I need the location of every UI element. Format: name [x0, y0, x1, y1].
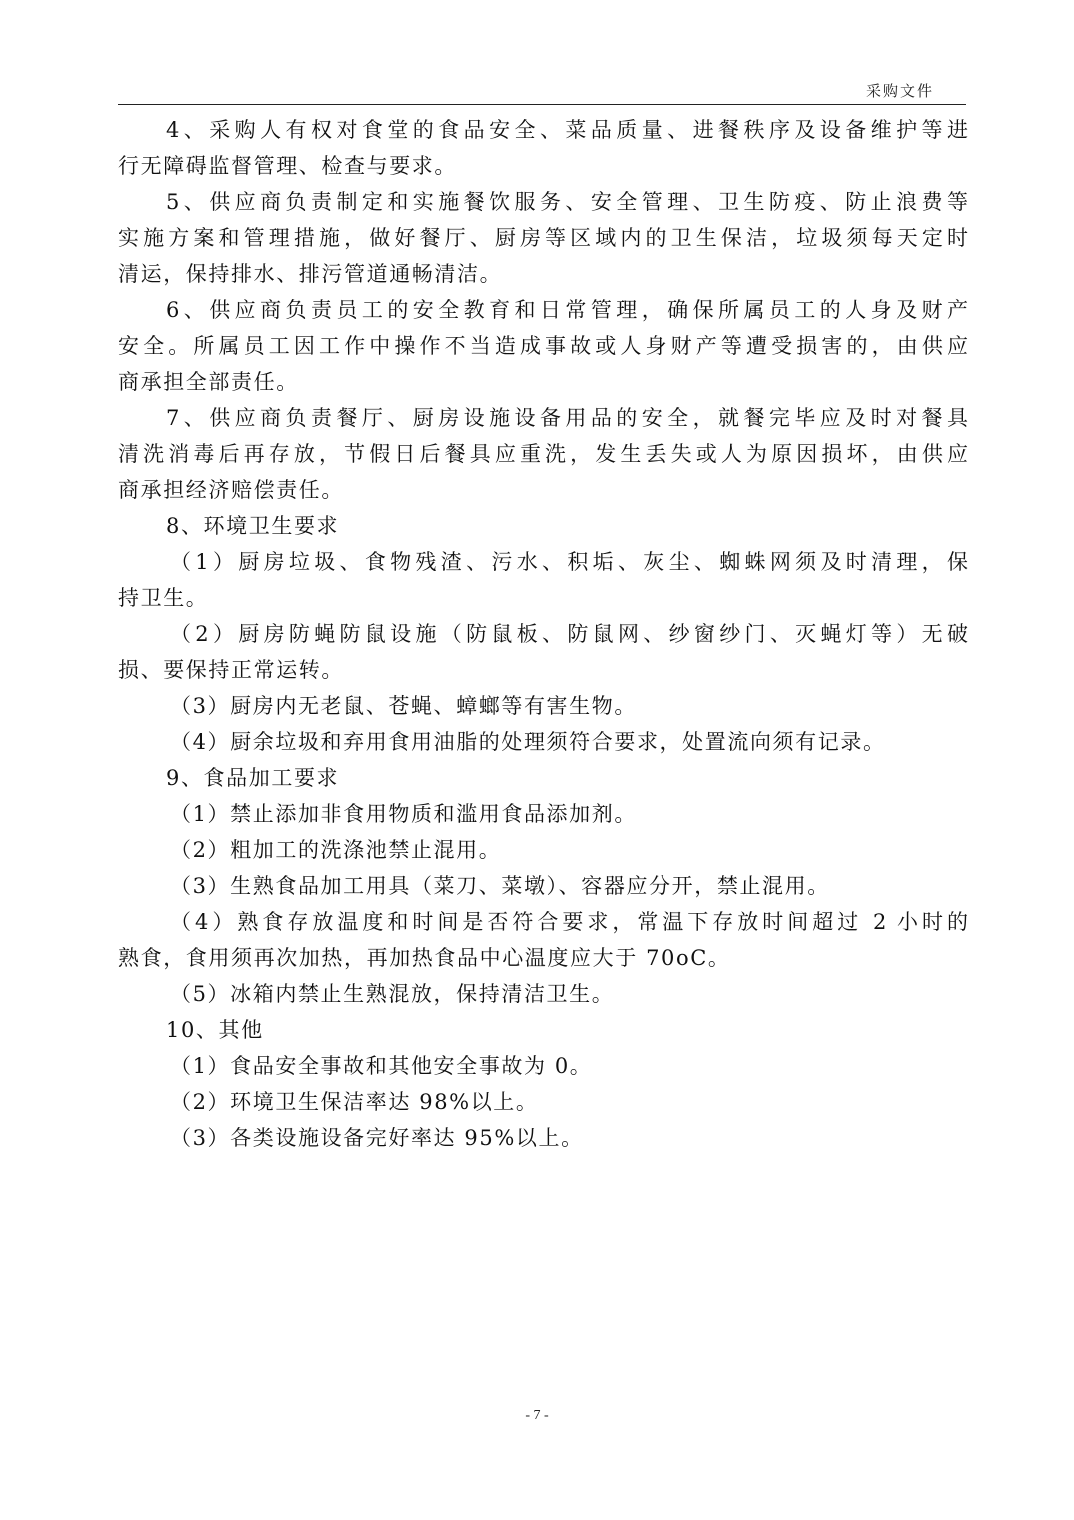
list-item: （5）冰箱内禁止生熟混放，保持清洁卫生。 [170, 982, 615, 1006]
list-item: （4）熟食存放温度和时间是否符合要求，常温下存放时间超过 2 小时的 [170, 910, 968, 934]
list-item: （2）粗加工的洗涤池禁止混用。 [170, 838, 502, 862]
list-item-continuation: 持卫生。 [118, 586, 209, 610]
paragraph-line: 7、供应商负责餐厅、厨房设施设备用品的安全，就餐完毕应及时对餐具 [166, 406, 968, 430]
list-item-continuation: 熟食，食用须再次加热，再加热食品中心温度应大于 70oC。 [118, 946, 731, 970]
list-item: （3）生熟食品加工用具（菜刀、菜墩）、容器应分开，禁止混用。 [170, 874, 830, 898]
paragraph-line: 行无障碍监督管理、检查与要求。 [118, 154, 457, 178]
paragraph-line: 5、供应商负责制定和实施餐饮服务、安全管理、卫生防疫、防止浪费等 [166, 190, 968, 214]
section-heading: 9、食品加工要求 [166, 766, 340, 790]
paragraph-line: 清运，保持排水、排污管道通畅清洁。 [118, 262, 503, 286]
paragraph-line: 清洗消毒后再存放，节假日后餐具应重洗，发生丢失或人为原因损坏，由供应 [118, 442, 968, 466]
list-item: （4）厨余垃圾和弃用食用油脂的处理须符合要求，处置流向须有记录。 [170, 730, 886, 754]
list-item: （1）食品安全事故和其他安全事故为 0。 [170, 1054, 593, 1078]
list-item-continuation: 损、要保持正常运转。 [118, 658, 344, 682]
document-body [118, 112, 968, 1156]
list-item: （3）各类设施设备完好率达 95%以上。 [170, 1126, 584, 1150]
paragraph-line: 商承担经济赔偿责任。 [118, 478, 344, 502]
list-item: （2）厨房防蝇防鼠设施（防鼠板、防鼠网、纱窗纱门、灭蝇灯等）无破 [170, 622, 968, 646]
header-divider [118, 104, 966, 105]
paragraph-line: 6、供应商负责员工的安全教育和日常管理，确保所属员工的人身及财产 [166, 298, 968, 322]
header-title: 采购文件 [865, 82, 934, 100]
paragraph-line: 实施方案和管理措施，做好餐厅、厨房等区域内的卫生保洁，垃圾须每天定时 [118, 226, 968, 250]
paragraph-line: 安全。所属员工因工作中操作不当造成事故或人身财产等遭受损害的，由供应 [118, 334, 968, 358]
section-heading: 8、环境卫生要求 [166, 514, 340, 538]
list-item: （2）环境卫生保洁率达 98%以上。 [170, 1090, 539, 1114]
page-number: - 7 - [525, 1408, 549, 1423]
list-item: （1）禁止添加非食用物质和滥用食品添加剂。 [170, 802, 637, 826]
paragraph-line: 4、采购人有权对食堂的食品安全、菜品质量、进餐秩序及设备维护等进 [166, 118, 968, 142]
paragraph-line: 商承担全部责任。 [118, 370, 299, 394]
section-heading: 10、其他 [166, 1018, 264, 1042]
list-item: （3）厨房内无老鼠、苍蝇、蟑螂等有害生物。 [170, 694, 637, 718]
list-item: （1）厨房垃圾、食物残渣、污水、积垢、灰尘、蜘蛛网须及时清理，保 [170, 550, 968, 574]
